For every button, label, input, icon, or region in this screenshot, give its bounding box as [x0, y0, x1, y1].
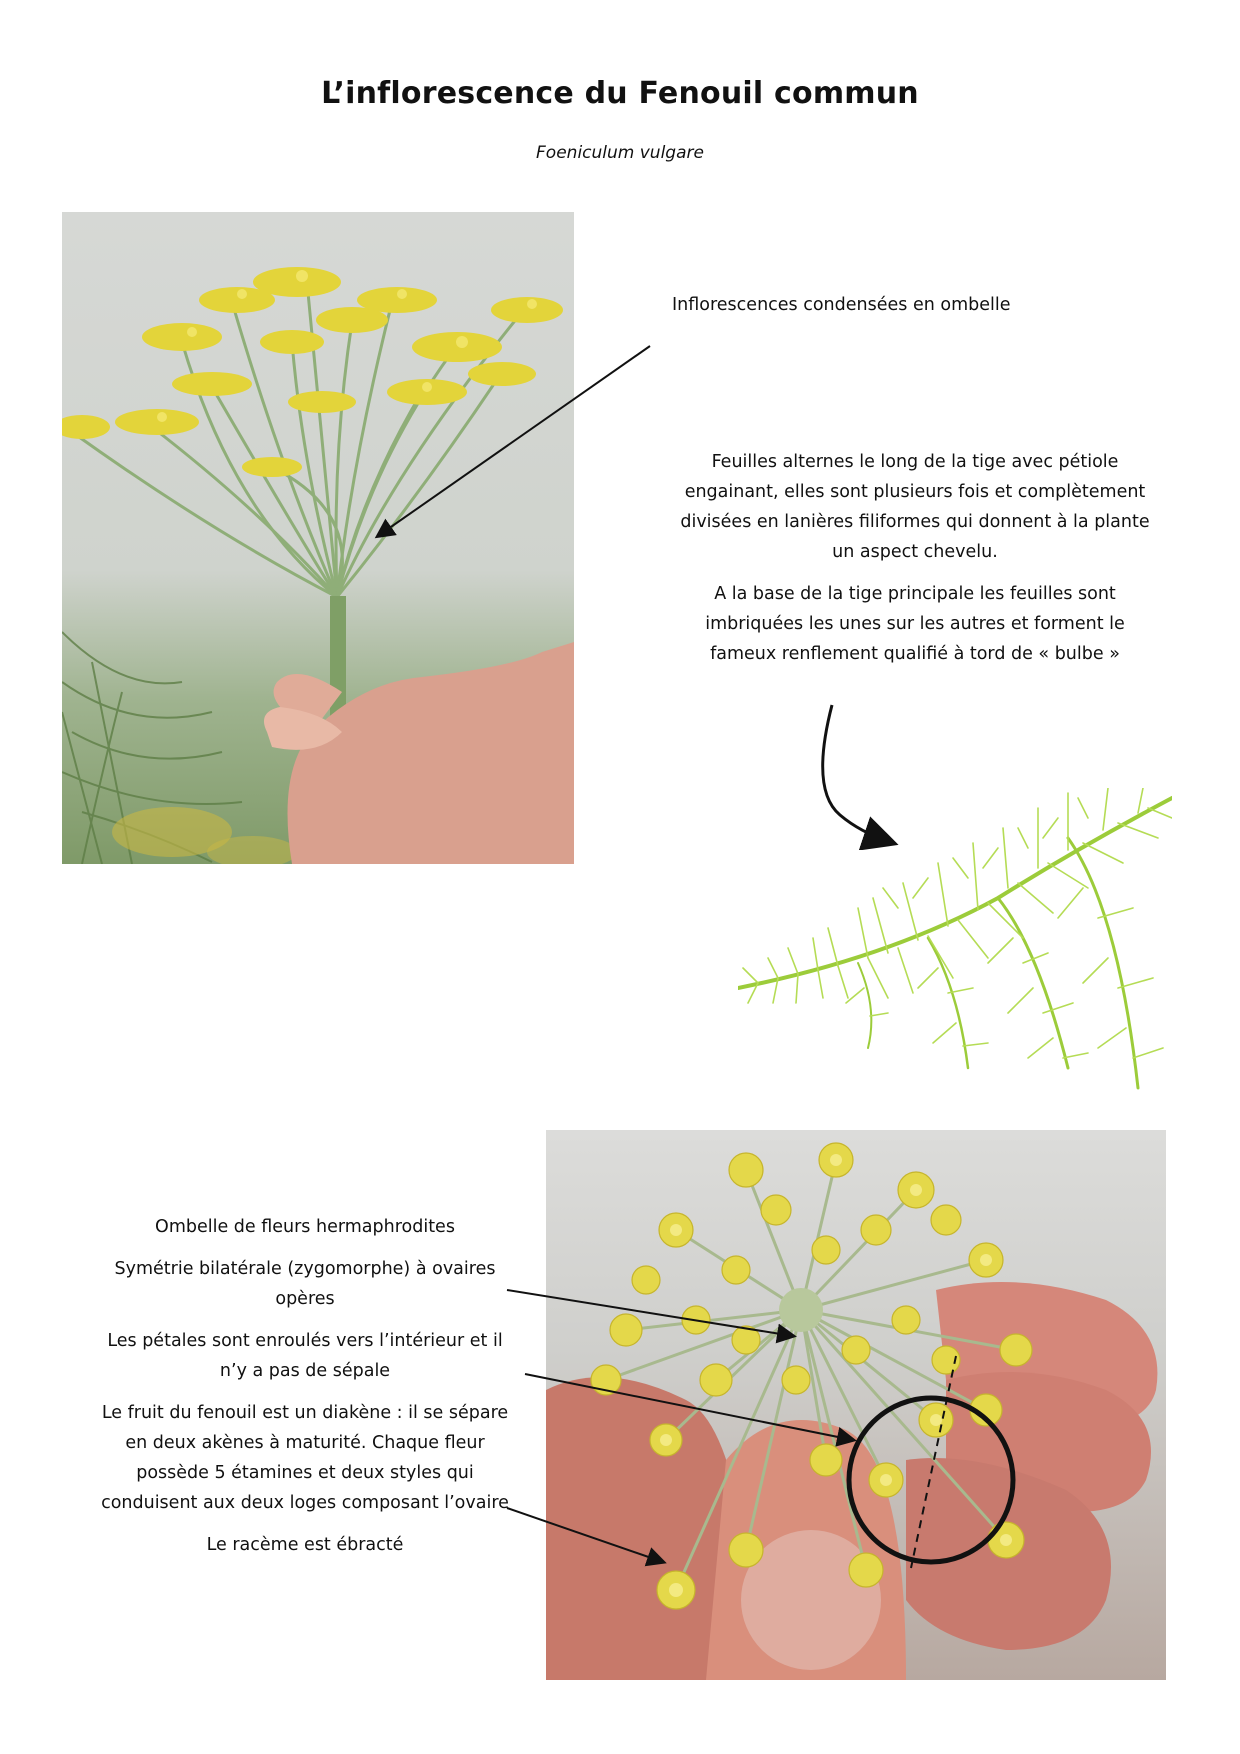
- page-title: L’inflorescence du Fenouil commun: [321, 76, 919, 111]
- flower-paragraph-2: Symétrie bilatérale (zygomorphe) à ovaires opères: [114, 1259, 496, 1309]
- leaf-description: [680, 447, 1150, 681]
- flower-description: [100, 1212, 510, 1572]
- arrow-petals: [525, 1374, 853, 1440]
- flower-arrows: [495, 1270, 875, 1570]
- leaf-paragraph-2: A la base de la tige principale les feuilles sont imbriquées les unes sur les autres et forment le fameux renflement qualifié à tord de « bulbe »: [705, 584, 1125, 664]
- fennel-leaf-image: [738, 788, 1172, 1090]
- species-name: Foeniculum vulgare: [536, 143, 704, 163]
- flower-paragraph-4: Le fruit du fenouil est un diakène : il se sépare en deux akènes à maturité. Chaque fleur possède 5 étamines et deux styles qui conduisent aux deux loges composant l’ovaire: [101, 1403, 509, 1513]
- arrow-fruit: [507, 1508, 663, 1562]
- arrow-symmetry: [507, 1290, 793, 1336]
- inflorescence-label: Inflorescences condensées en ombelle: [672, 295, 1011, 315]
- leaf-paragraph-1: Feuilles alternes le long de la tige avec pétiole engainant, elles sont plusieurs fois et complètement divisées en lanières filiformes qui donnent à la plante un aspect chevelu.: [680, 452, 1150, 562]
- umbel-arrow: [360, 340, 660, 550]
- flower-paragraph-1: Ombelle de fleurs hermaphrodites: [155, 1217, 455, 1237]
- flower-paragraph-5: Le racème est ébracté: [206, 1535, 404, 1555]
- flower-paragraph-3: Les pétales sont enroulés vers l’intérieur et il n’y a pas de sépale: [107, 1331, 503, 1381]
